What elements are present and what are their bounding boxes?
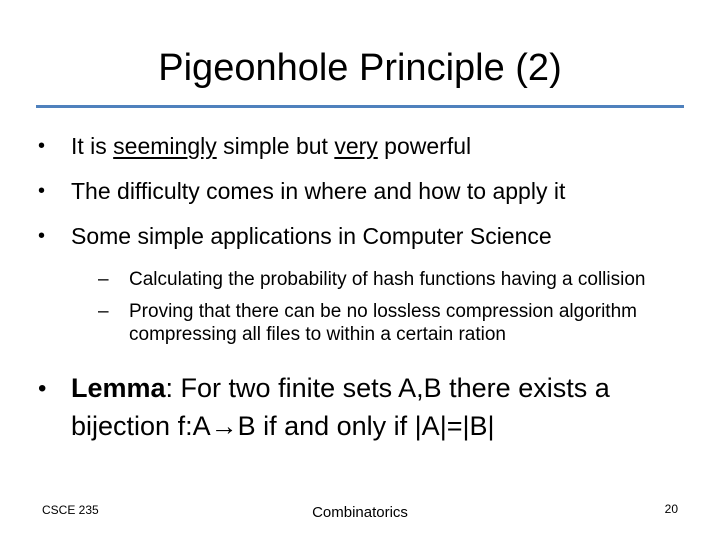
bullet-item-applications bbox=[38, 221, 678, 251]
bullet-text-mid: simple but bbox=[216, 133, 335, 159]
bullet-icon: • bbox=[38, 375, 47, 402]
lemma-text: : For two finite sets A,B there exists a bijection f:A→B if and only if |A|=|B| bbox=[71, 373, 610, 441]
title-divider bbox=[36, 105, 684, 108]
bullet-item-seemingly-simple bbox=[38, 131, 678, 161]
footer-course: CSCE 235 bbox=[42, 503, 99, 517]
sub-bullet-text: Proving that there can be no lossless compression algorithm compressing all files to within a certain ration bbox=[129, 301, 637, 345]
underlined-word-very: very bbox=[334, 133, 378, 159]
bullet-icon: • bbox=[38, 180, 46, 202]
bullet-icon: • bbox=[38, 135, 46, 157]
footer-topic: Combinatorics bbox=[312, 504, 408, 521]
slide-title: Pigeonhole Principle (2) bbox=[158, 47, 562, 89]
bullet-icon: • bbox=[38, 225, 46, 247]
bullet-text-post: powerful bbox=[377, 133, 472, 159]
bullet-text: Some simple applications in Computer Science bbox=[71, 223, 552, 249]
bullet-list bbox=[38, 131, 678, 460]
sub-bullet-icon: – bbox=[98, 301, 109, 322]
bullet-text: The difficulty comes in where and how to apply it bbox=[71, 178, 566, 204]
sub-bullet-compression bbox=[98, 300, 678, 346]
bullet-item-difficulty bbox=[38, 176, 678, 206]
underlined-word-seemingly: seemingly bbox=[113, 133, 217, 159]
sub-bullet-hash-collision bbox=[98, 268, 678, 291]
lemma-bullet bbox=[38, 369, 678, 445]
page-number: 20 bbox=[664, 502, 678, 516]
sub-bullet-icon: – bbox=[98, 269, 109, 290]
bullet-text-pre: It is bbox=[71, 133, 114, 159]
sub-bullet-text: Calculating the probability of hash functions having a collision bbox=[129, 269, 646, 290]
lemma-label: Lemma bbox=[71, 373, 166, 403]
